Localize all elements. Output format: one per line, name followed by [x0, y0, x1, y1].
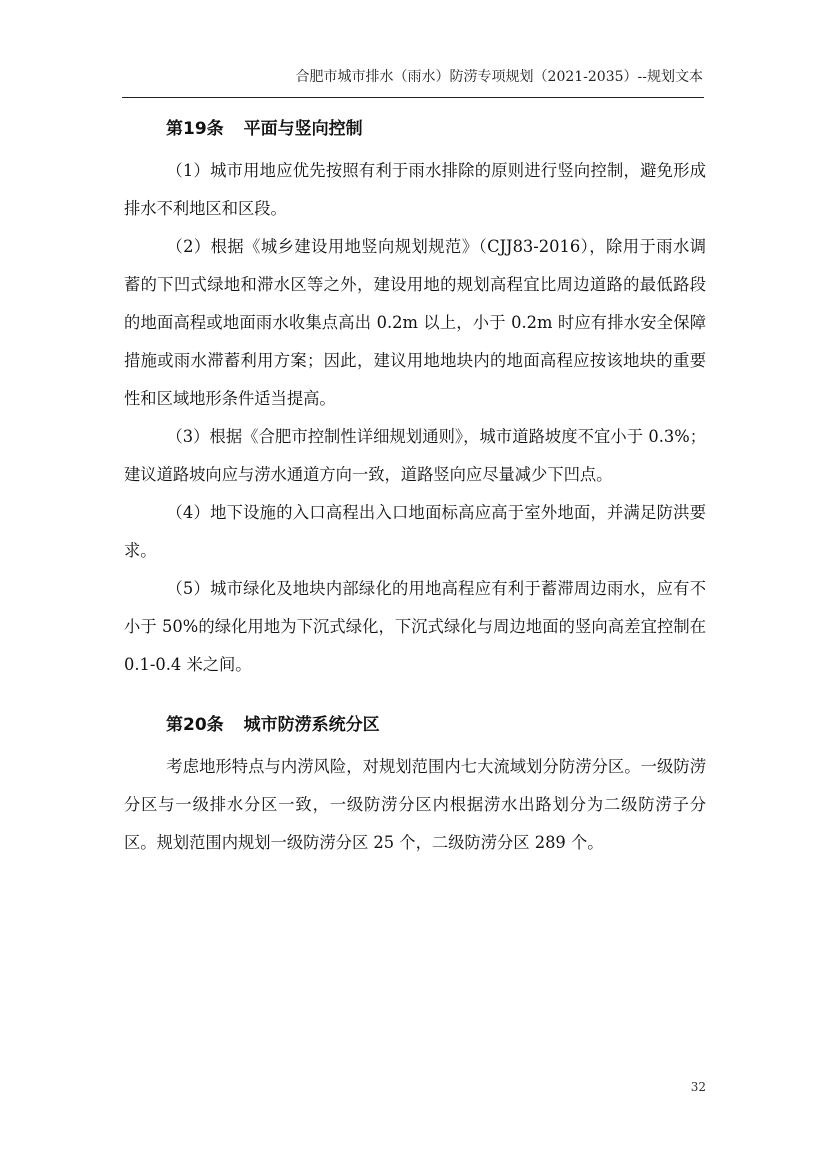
paragraph: 考虑地形特点与内涝风险，对规划范围内七大流域划分防涝分区。一级防涝分区与一级排水分区一致，一级防涝分区内根据涝水出路划分为二级防涝子分区。规划范围内规划一级防涝分区 25 个，二级防涝分区 289 个。: [124, 757, 706, 852]
page-header-title: 合肥市城市排水（雨水）防涝专项规划（2021-2035）--规划文本: [295, 69, 703, 85]
paragraph: （3）根据《合肥市控制性详细规划通则》，城市道路坡度不宜小于 0.3%；建议道路坡向应与涝水通道方向一致，道路竖向应尽量减少下凹点。: [124, 427, 706, 484]
section-title-text: 平面与竖向控制: [243, 119, 363, 139]
paragraph: （1）城市用地应优先按照有利于雨水排除的原则进行竖向控制，避免形成排水不利地区和区段。: [124, 161, 706, 218]
section-title-text: 城市防涝系统分区: [243, 715, 380, 735]
document-body: [124, 110, 706, 862]
section-heading-19: [124, 110, 706, 148]
header-divider: [122, 97, 704, 98]
paragraph: （4）地下设施的入口高程出入口地面标高应高于室外地面，并满足防洪要求。: [124, 503, 706, 560]
section-heading-20: [124, 706, 706, 744]
page-number: 32: [690, 1080, 706, 1094]
paragraph: （2）根据《城乡建设用地竖向规划规范》（CJJ83-2016），除用于雨水调蓄的下凹式绿地和滞水区等之外，建设用地的规划高程宜比周边道路的最低路段的地面高程或地面雨水收集点高出 0.2m 以上，小于 0.2m 时应有排水安全保障措施或雨水滞蓄利用方案；因此，建议用地地块内的地面高程应按该地块的重要性和区域地形条件适当提高。: [124, 237, 706, 408]
paragraph: （5）城市绿化及地块内部绿化的用地高程应有利于蓄滞周边雨水，应有不小于 50%的绿化用地为下沉式绿化，下沉式绿化与周边地面的竖向高差宜控制在 0.1-0.4 米之间。: [124, 579, 706, 674]
section-number: 第19条: [166, 119, 224, 139]
section-number: 第20条: [166, 715, 224, 735]
